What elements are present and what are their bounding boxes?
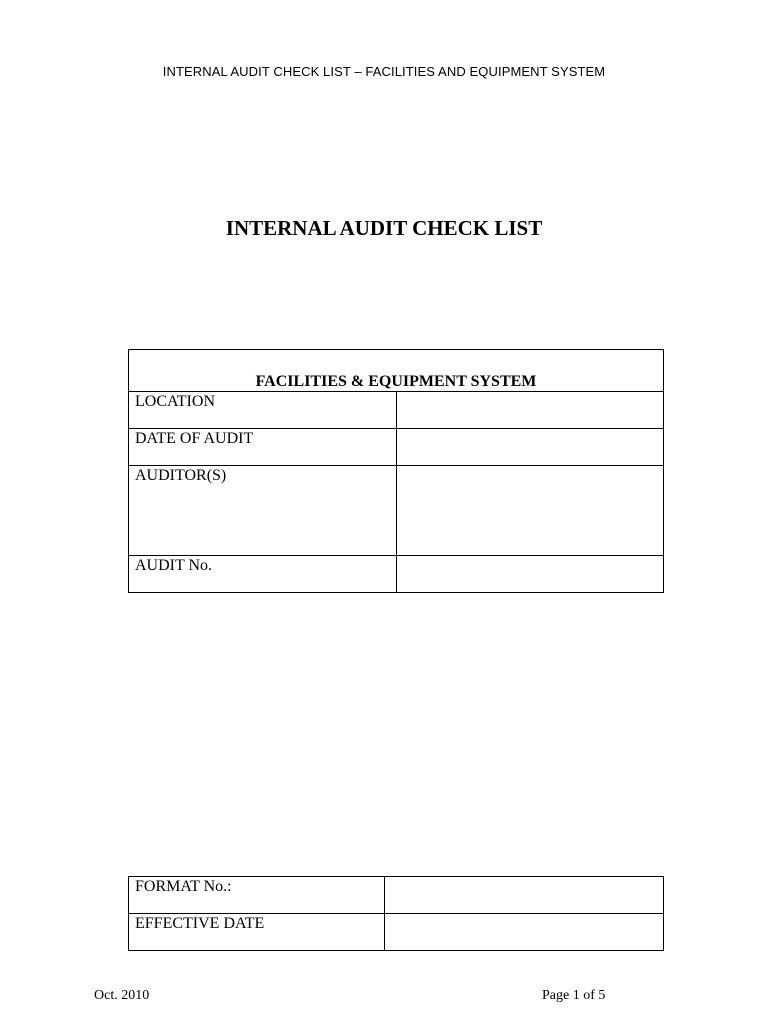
effective-date-label: EFFECTIVE DATE: [129, 914, 385, 951]
table-row: [129, 877, 664, 914]
audit-no-label: AUDIT No.: [129, 556, 397, 593]
audit-no-field[interactable]: [396, 556, 664, 593]
auditors-field[interactable]: [396, 466, 664, 556]
date-of-audit-label: DATE OF AUDIT: [129, 429, 397, 466]
format-no-field[interactable]: [385, 877, 664, 914]
date-of-audit-field[interactable]: [396, 429, 664, 466]
table-row: [129, 429, 664, 466]
table-row: [129, 556, 664, 593]
footer-date: Oct. 2010: [94, 988, 150, 1003]
location-label: LOCATION: [129, 392, 397, 429]
location-field[interactable]: [396, 392, 664, 429]
running-header: INTERNAL AUDIT CHECK LIST – FACILITIES AND EQUIPMENT SYSTEM: [162, 64, 606, 79]
effective-date-field[interactable]: [385, 914, 664, 951]
table-heading: FACILITIES & EQUIPMENT SYSTEM: [129, 350, 664, 392]
audit-info-table: [128, 349, 664, 593]
table-row: [129, 466, 664, 556]
table-row: [129, 392, 664, 429]
format-info-table: [128, 876, 664, 951]
page-number: Page 1 of 5: [542, 988, 606, 1003]
format-no-label: FORMAT No.:: [129, 877, 385, 914]
table-row: [129, 914, 664, 951]
page-title: INTERNAL AUDIT CHECK LIST: [225, 216, 543, 240]
auditors-label: AUDITOR(S): [129, 466, 397, 556]
